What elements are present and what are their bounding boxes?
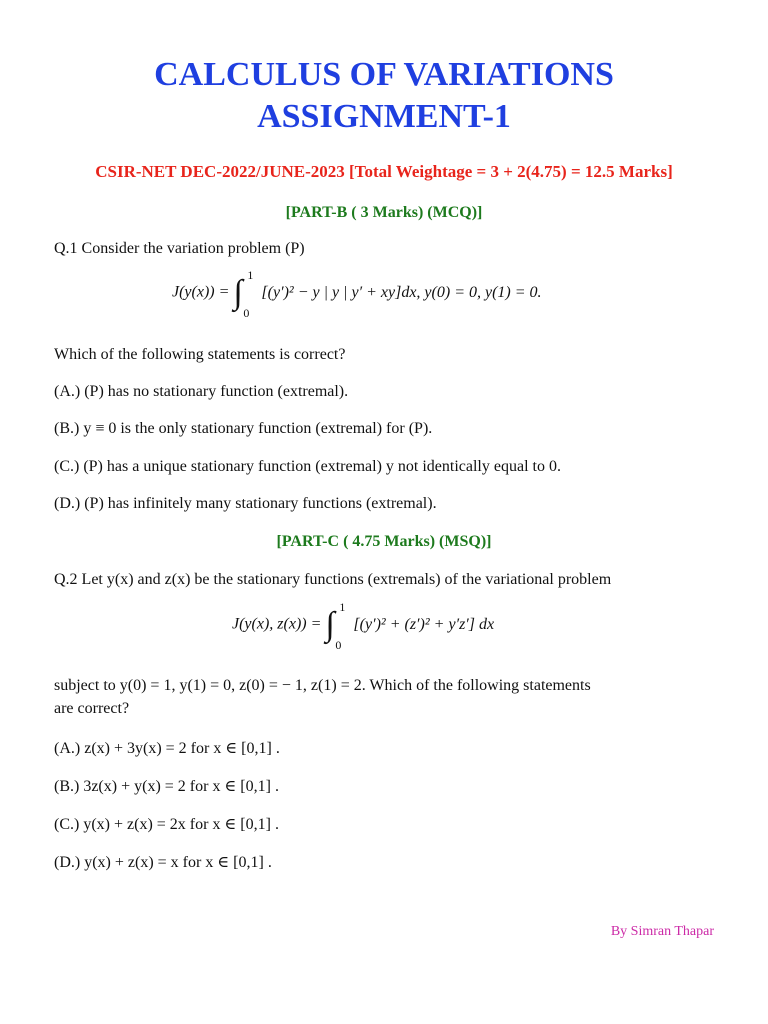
integral-icon: ∫: [233, 274, 243, 311]
equation-2-body: [(y′)² + (z′)² + y′z′] dx: [353, 615, 495, 633]
condition-line-2: are correct?: [54, 700, 130, 717]
equation-1-lhs: J(y(x)) =: [172, 283, 230, 301]
q1-option-b: (B.) y ≡ 0 is the only stationary function (extremal) for (P).: [54, 420, 433, 437]
lower-limit: 0: [243, 306, 250, 320]
q1-option-d: (D.) (P) has infinitely many stationary functions (extremal).: [54, 495, 437, 512]
document-subtitle: ASSIGNMENT-1: [257, 98, 511, 135]
equation-1-body: [(y′)² − y | y | y′ + xy]dx, y(0) = 0, y(1) = 0.: [261, 283, 542, 301]
condition-line-1: subject to y(0) = 1, y(1) = 0, z(0) = − 1, z(1) = 2. Which of the following statements: [54, 677, 591, 694]
upper-limit: 1: [339, 600, 346, 614]
author-credit: By Simran Thapar: [610, 924, 714, 939]
q2-option-a: (A.) z(x) + 3y(x) = 2 for x ∈ [0,1] .: [54, 740, 280, 757]
q2-option-d: (D.) y(x) + z(x) = x for x ∈ [0,1] .: [54, 854, 272, 871]
integral-icon: ∫: [325, 606, 335, 643]
question-2: Q.2 Let y(x) and z(x) be the stationary functions (extremals) of the variational problem: [54, 571, 612, 588]
equation-2-lhs: J(y(x), z(x)) =: [232, 615, 322, 633]
upper-limit: 1: [247, 268, 254, 282]
q1-option-c: (C.) (P) has a unique stationary function (extremal) y not identically equal to 0.: [54, 458, 561, 475]
q2-option-c: (C.) y(x) + z(x) = 2x for x ∈ [0,1] .: [54, 816, 279, 833]
question-1: Q.1 Consider the variation problem (P): [54, 240, 305, 257]
q2-option-b: (B.) 3z(x) + y(x) = 2 for x ∈ [0,1] .: [54, 778, 279, 795]
document-title: CALCULUS OF VARIATIONS: [154, 56, 614, 93]
equation-1: [172, 268, 542, 320]
exam-header: CSIR-NET DEC-2022/JUNE-2023 [Total Weightage = 3 + 2(4.75) = 12.5 Marks]: [95, 162, 673, 181]
part-c-heading: [PART-C ( 4.75 Marks) (MSQ)]: [276, 533, 492, 550]
question-1-prompt: Which of the following statements is correct?: [54, 346, 346, 363]
q1-option-a: (A.) (P) has no stationary function (extremal).: [54, 383, 349, 400]
equation-2: [232, 600, 495, 652]
part-b-heading: [PART-B ( 3 Marks) (MCQ)]: [285, 204, 483, 221]
lower-limit: 0: [335, 638, 342, 652]
